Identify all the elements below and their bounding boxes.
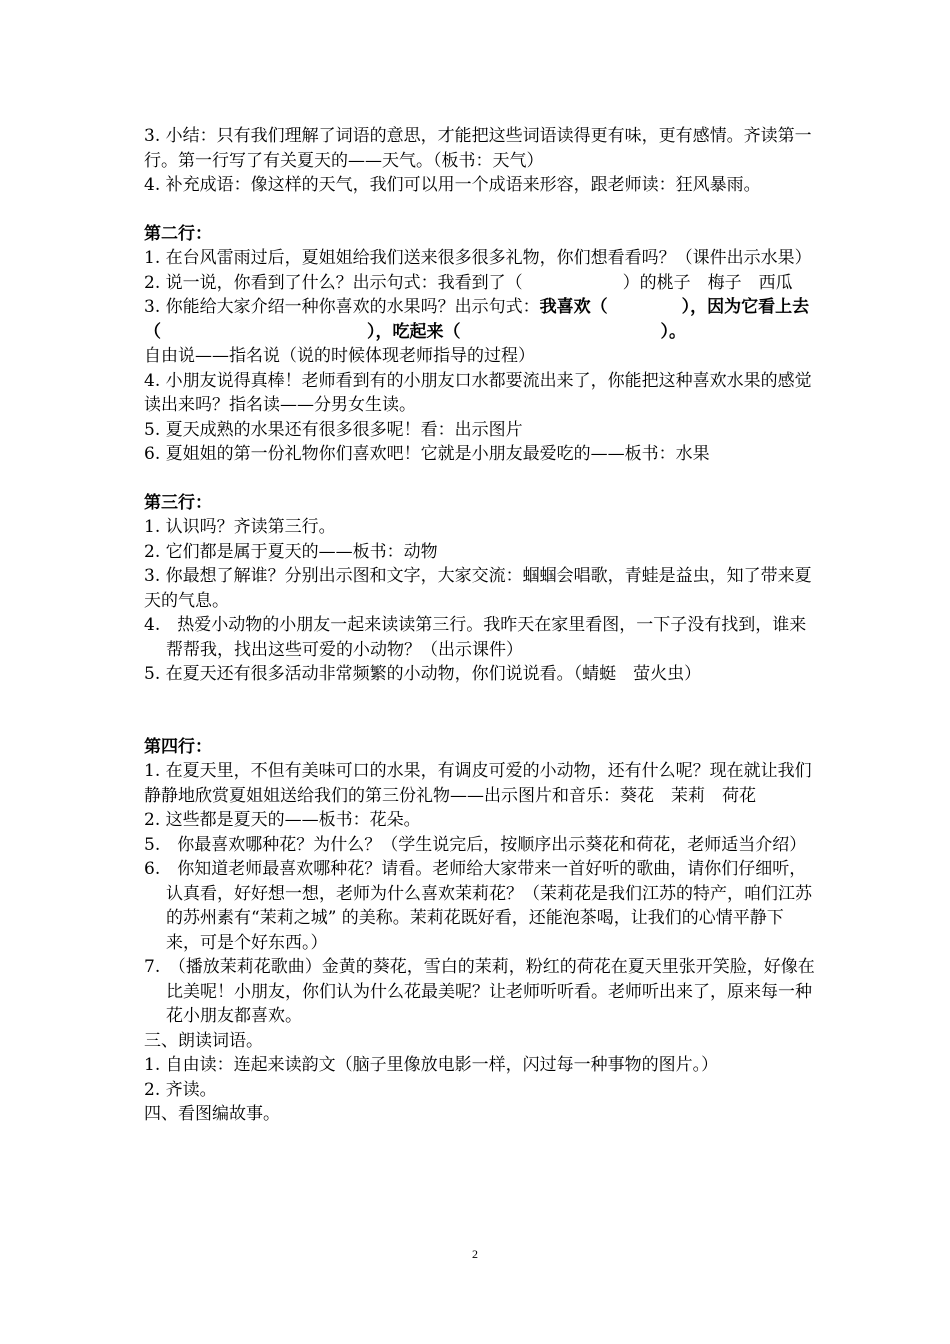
paragraph-fruit-intro: 1. 在台风雷雨过后，夏姐姐给我们送来很多很多礼物，你们想看看吗？（课件出示水果） xyxy=(144,248,812,268)
text-segment: 2. 说一说，你看到了什么？出示句式：我看到了（ xyxy=(144,272,523,293)
paragraph-learn-who: 3. 你最想了解谁？分别出示图和文字，大家交流：蝈蝈会唱歌，青蛙是益虫，知了带来夏天的气息。 xyxy=(144,566,812,611)
paragraph-first-gift: 6. 夏姐姐的第一份礼物你们喜欢吧！它就是小朋友最爱吃的——板书：水果 xyxy=(144,444,710,464)
paragraph-favorite-fruit xyxy=(144,295,816,344)
text-segment: 3. 你能给大家介绍一种你喜欢的水果吗？出示句式： xyxy=(144,297,540,317)
paragraph-read-together: 2. 齐读。 xyxy=(144,1079,217,1100)
section-heading-story: 四、看图编故事。 xyxy=(144,1104,280,1124)
paragraph-more-fruit: 5. 夏天成熟的水果还有很多很多呢！看：出示图片 xyxy=(144,419,523,440)
page-number: 2 xyxy=(472,1247,478,1261)
paragraph-free-read: 1. 自由读：连起来读韵文（脑子里像放电影一样，闪过每一种事物的图片。） xyxy=(144,1055,719,1075)
paragraph-fruit-sentence xyxy=(144,271,816,296)
section-heading-line-four: 第四行： xyxy=(144,736,212,757)
paragraph-other-animals: 5. 在夏天还有很多活动非常频繁的小动物，你们说说看。（蜻蜓 萤火虫） xyxy=(144,664,702,684)
bold-segment: ），因为它看上去（ xyxy=(144,297,810,342)
bold-segment: 我喜欢（ xyxy=(539,297,608,317)
section-heading-line-two: 第二行： xyxy=(144,223,212,244)
paragraph-jasmine: 6. 你知道老师最喜欢哪种花？请看。老师给大家带来一首好听的歌曲，请你们仔细听，认真看，好好想一想，老师为什么喜欢茉莉花？（茉莉花是我们江苏的特产，咱们江苏的苏州素有“茉莉之城” 的美称。茉莉花既好看，还能泡茶喝，让我们的心情平静下来，可是个好东西。） xyxy=(144,859,812,953)
page-content xyxy=(144,124,816,1127)
paragraph-recognize: 1. 认识吗？齐读第三行。 xyxy=(144,517,336,537)
paragraph-animals: 2. 它们都是属于夏天的——板书：动物 xyxy=(144,541,438,562)
paragraph-flowers-intro: 1. 在夏天里，不但有美味可口的水果，有调皮可爱的小动物，还有什么呢？现在就让我们静静地欣赏夏姐姐送给我们的第三份礼物——出示图片和音乐：葵花 茉莉 荷花 xyxy=(144,761,812,806)
paragraph-summary: 3. 小结：只有我们理解了词语的意思，才能把这些词语读得更有味，更有感情。齐读第一行。第一行写了有关夏天的——天气。（板书：天气） xyxy=(144,126,812,171)
paragraph-favorite-flower: 5. 你最喜欢哪种花？为什么？（学生说完后，按顺序出示葵花和荷花，老师适当介绍） xyxy=(144,834,807,855)
paragraph-free-talk: 自由说——指名说（说的时候体现老师指导的过程） xyxy=(144,346,535,366)
paragraph-flowers: 2. 这些都是夏天的——板书：花朵。 xyxy=(144,810,421,830)
bold-segment: ），吃起来（ xyxy=(367,321,461,342)
section-heading-read-words: 三、朗读词语。 xyxy=(144,1030,263,1051)
text-segment: ）的桃子 梅子 西瓜 xyxy=(622,272,793,293)
paragraph-read-line-three: 4. 热爱小动物的小朋友一起来读读第三行。我昨天在家里看图，一下子没有找到，谁来帮帮我，找出这些可爱的小动物？（出示课件） xyxy=(144,615,807,660)
bold-segment: ）。 xyxy=(660,321,686,342)
paragraph-song: 7. （播放茉莉花歌曲）金黄的葵花，雪白的茉莉，粉红的荷花在夏天里张开笑脸，好像在比美呢！小朋友，你们认为什么花最美呢？让老师听听看。老师听出来了，原来每一种花小朋友都喜欢。 xyxy=(144,957,815,1026)
paragraph-idiom: 4. 补充成语：像这样的天气，我们可以用一个成语来形容，跟老师读：狂风暴雨。 xyxy=(144,175,761,195)
section-heading-line-three: 第三行： xyxy=(144,492,212,513)
paragraph-praise: 4. 小朋友说得真棒！老师看到有的小朋友口水都要流出来了，你能把这种喜欢水果的感觉读出来吗？指名读——分男女生读。 xyxy=(144,370,812,415)
